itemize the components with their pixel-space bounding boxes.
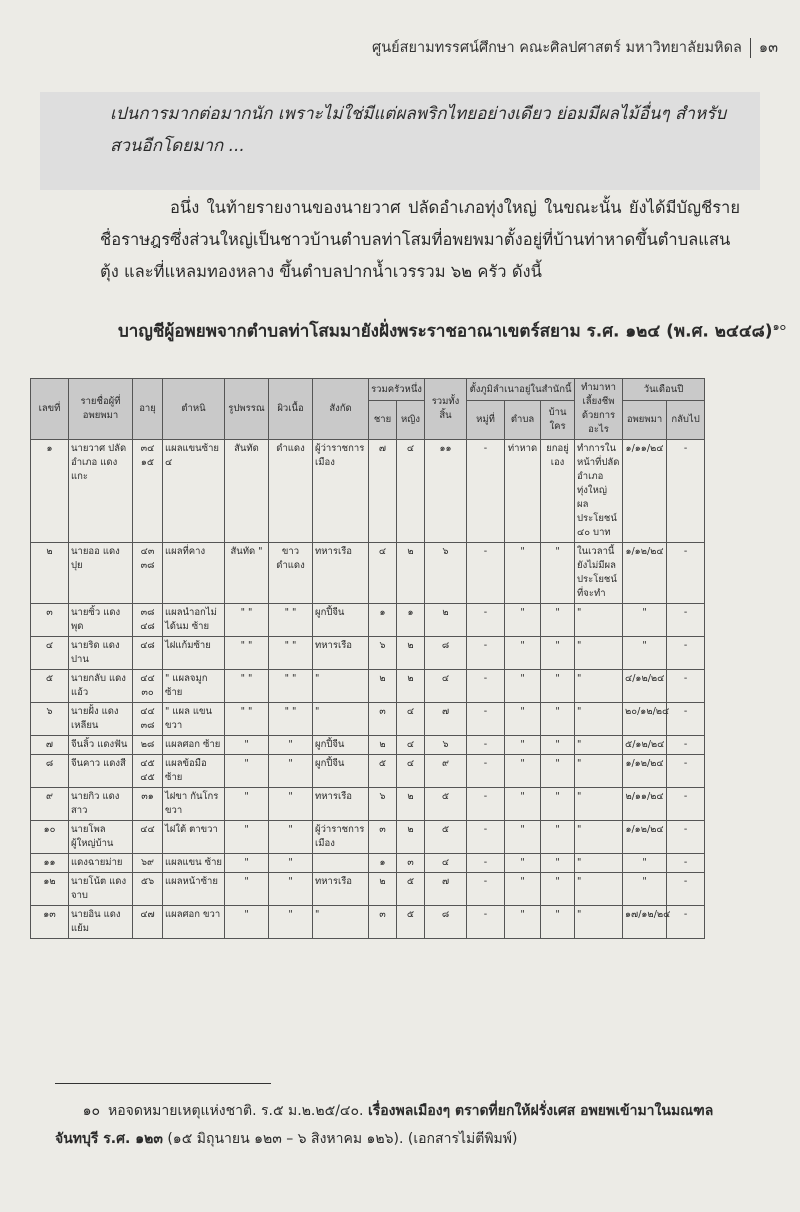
table-row [31,788,705,821]
cell-village: - [467,854,505,873]
table-row [31,854,705,873]
cell-arrive: ๒/๑๑/๒๔ [623,788,667,821]
cell-skin: " [269,755,313,788]
table-row [31,755,705,788]
cell-skin: " [269,854,313,873]
cell-no: ๓ [31,604,69,637]
cell-age: ๔๗ [133,906,163,939]
col-header-female: หญิง [397,401,425,440]
table-row [31,873,705,906]
cell-name: นายออ แดงปุย [69,543,133,604]
cell-house: " [541,637,575,670]
col-header-settlement: ตั้งภูมิลำเนาอยู่ในสำนักนี้ [467,379,575,401]
cell-female: ๒ [397,670,425,703]
cell-name: นายโน้ต แดงจาบ [69,873,133,906]
cell-ret: - [667,854,705,873]
cell-no: ๘ [31,755,69,788]
cell-age: ๔๔ ๓๐ [133,670,163,703]
cell-village: - [467,736,505,755]
cell-tambon: " [505,670,541,703]
cell-age: ๔๘ [133,637,163,670]
cell-house: " [541,821,575,854]
cell-ret: - [667,670,705,703]
cell-affil: ผู้ว่าราชการเมือง [313,821,369,854]
cell-name: นายริด แดงปาน [69,637,133,670]
cell-skin: " [269,906,313,939]
cell-village: - [467,906,505,939]
cell-total: ๔ [425,854,467,873]
table-row [31,906,705,939]
quote-text: เปนการมากต่อมากนัก เพราะไม่ใช่มีแต่ผลพริกไทยอย่างเดียว ย่อมมีผลไม้อื่นๆ สำหรับสวนอีกโดยมาก ... [110,104,727,156]
cell-female: ๔ [397,703,425,736]
cell-shape: " [225,755,269,788]
cell-arrive: " [623,637,667,670]
col-header-affiliation: สังกัด [313,379,369,440]
cell-ret: - [667,788,705,821]
cell-shape: " [225,736,269,755]
cell-female: ๔ [397,736,425,755]
cell-house: " [541,906,575,939]
cell-skin: ดำแดง [269,440,313,543]
cell-female: ๔ [397,755,425,788]
page-header [372,36,778,59]
cell-ret: - [667,755,705,788]
cell-skin: " [269,873,313,906]
cell-tambon: " [505,854,541,873]
cell-tambon: " [505,755,541,788]
cell-tambon: ท่าหาด [505,440,541,543]
cell-total: ๕ [425,821,467,854]
cell-male: ๒ [369,873,397,906]
cell-age: ๕๖ [133,873,163,906]
cell-name: จีนคาว แดงสี [69,755,133,788]
table-row [31,736,705,755]
cell-ret: - [667,906,705,939]
cell-village: - [467,788,505,821]
cell-shape: " [225,821,269,854]
cell-male: ๒ [369,736,397,755]
col-header-occupation: ทำมาหาเลี้ยงชีพด้วยการอะไร [575,379,623,440]
cell-affil: ทหารเรือ [313,788,369,821]
cell-female: ๔ [397,440,425,543]
table-row [31,637,705,670]
cell-age: ๖๙ [133,854,163,873]
table-row [31,543,705,604]
cell-female: ๕ [397,873,425,906]
cell-name: นายอิน แดงแย้ม [69,906,133,939]
col-header-village: หมู่ที่ [467,401,505,440]
cell-male: ๑ [369,854,397,873]
header-title: ศูนย์สยามทรรศน์ศึกษา คณะศิลปศาสตร์ มหาวิทยาลัยมหิดล [372,40,742,56]
col-header-tambon: ตำบล [505,401,541,440]
cell-house: " [541,873,575,906]
cell-total: ๘ [425,637,467,670]
cell-arrive: ๕/๑๒/๒๔ [623,736,667,755]
cell-total: ๗ [425,703,467,736]
cell-female: ๒ [397,637,425,670]
cell-shape: สันทัด " [225,543,269,604]
col-header-dates: วันเดือนปี [623,379,705,401]
cell-mark: " แผลจมูก ซ้าย [163,670,225,703]
cell-affil: ทหารเรือ [313,873,369,906]
col-header-mark: ตำหนิ [163,379,225,440]
cell-no: ๒ [31,543,69,604]
cell-male: ๓ [369,906,397,939]
table-body [31,440,705,939]
cell-age: ๔๔ ๓๘ [133,703,163,736]
cell-shape: " " [225,670,269,703]
cell-arrive: ๔/๑๒/๒๔ [623,670,667,703]
cell-name: นายฝั้ง แดงเหลียน [69,703,133,736]
cell-occ: " [575,873,623,906]
page-number: ๑๓ [758,40,778,56]
col-header-shape: รูปพรรณ [225,379,269,440]
cell-arrive: ๑/๑๒/๒๔ [623,755,667,788]
cell-village: - [467,440,505,543]
cell-total: ๙ [425,755,467,788]
table-header-row-1 [31,379,705,401]
cell-mark: แผลแขน ซ้าย [163,854,225,873]
cell-village: - [467,873,505,906]
footnote-source: หอจดหมายเหตุแห่งชาติ. ร.๕ ม.๒.๒๕/๔๐. [108,1103,364,1119]
cell-skin: " [269,821,313,854]
cell-total: ๘ [425,906,467,939]
cell-mark: แผลศอก ขวา [163,906,225,939]
footnote [55,1097,755,1153]
cell-skin: " " [269,703,313,736]
cell-mark: แผลหน้าซ้าย [163,873,225,906]
cell-age: ๔๕ ๔๕ [133,755,163,788]
cell-shape: สันทัด [225,440,269,543]
table-row [31,670,705,703]
cell-name: แดงฉายม่าย [69,854,133,873]
cell-house: " [541,604,575,637]
cell-mark: แผลข้อมือ ซ้าย [163,755,225,788]
cell-occ: " [575,604,623,637]
cell-mark: แผลแขนซ้าย ๔ [163,440,225,543]
cell-no: ๑๓ [31,906,69,939]
cell-mark: ไฝขา กันโกรขวา [163,788,225,821]
cell-occ: " [575,670,623,703]
cell-affil: ผู้ว่าราชการเมือง [313,440,369,543]
cell-male: ๑ [369,604,397,637]
cell-village: - [467,755,505,788]
cell-ret: - [667,440,705,543]
cell-arrive: ๑/๑๒/๒๔ [623,821,667,854]
body-paragraph [100,192,740,288]
cell-shape: " [225,788,269,821]
cell-occ: " [575,703,623,736]
cell-shape: " [225,906,269,939]
table-title-text: บาญชีผู้อพยพจากตำบลท่าโสมมายังฝั่งพระราชอาณาเขตร์สยาม ร.ศ. ๑๒๔ (พ.ศ. ๒๔๔๘) [118,321,773,342]
cell-tambon: " [505,821,541,854]
cell-no: ๑๒ [31,873,69,906]
cell-house: " [541,854,575,873]
cell-arrive: ๑/๑๒/๒๔ [623,543,667,604]
cell-affil: ผูกปี้จีน [313,604,369,637]
cell-tambon: " [505,604,541,637]
cell-mark: แผลนำอกไม่ได้นม ซ้าย [163,604,225,637]
col-header-age: อายุ [133,379,163,440]
cell-no: ๖ [31,703,69,736]
cell-female: ๑ [397,604,425,637]
cell-skin: " [269,788,313,821]
cell-occ: " [575,788,623,821]
cell-shape: " " [225,703,269,736]
cell-mark: แผลศอก ซ้าย [163,736,225,755]
cell-mark: ไฝแก้มซ้าย [163,637,225,670]
col-header-total: รวมทั้งสิ้น [425,379,467,440]
cell-occ: " [575,906,623,939]
cell-shape: " " [225,604,269,637]
cell-male: ๒ [369,670,397,703]
cell-tambon: " [505,736,541,755]
cell-affil: ผูกปี้จีน [313,755,369,788]
cell-total: ๔ [425,670,467,703]
cell-village: - [467,604,505,637]
cell-name: นายโพล ผู้ใหญ่บ้าน [69,821,133,854]
table-row [31,440,705,543]
cell-no: ๙ [31,788,69,821]
col-header-family: รวมครัวหนึ่ง [369,379,425,401]
cell-village: - [467,821,505,854]
cell-male: ๓ [369,703,397,736]
cell-no: ๕ [31,670,69,703]
table-title [118,317,786,345]
cell-total: ๖ [425,736,467,755]
cell-female: ๕ [397,906,425,939]
cell-house: " [541,788,575,821]
cell-tambon: " [505,543,541,604]
paragraph-text: อนึ่ง ในท้ายรายงานของนายวาศ ปลัดอำเภอทุ่งใหญ่ ในขณะนั้น ยังได้มีบัญชีรายชื่อราษฎรซึ่งส่วนใหญ่เป็นชาวบ้านตำบลท่าโสมที่อพยพมาตั้งอยู่ที่บ้านท่าหาดขึ้นตำบลแสนตุ้ง และที่แหลมทองหลาง ขึ้นตำบลปากน้ำเวรรวม ๖๒ ครัว ดังนี้ [100,198,740,281]
cell-shape: " [225,854,269,873]
footnote-dates: (๑๕ มิถุนายน ๑๒๓ – ๖ สิงหาคม ๑๒๖). (เอกสารไม่ตีพิมพ์) [167,1131,518,1147]
cell-tambon: " [505,637,541,670]
cell-occ: " [575,637,623,670]
cell-mark: " แผล แขนขวา [163,703,225,736]
cell-affil: ผูกปี้จีน [313,736,369,755]
cell-male: ๕ [369,755,397,788]
cell-occ: " [575,821,623,854]
cell-mark: ไฝใต้ ตาขวา [163,821,225,854]
table-title-footnote-ref: ๑๐ [772,320,787,333]
cell-total: ๕ [425,788,467,821]
cell-male: ๗ [369,440,397,543]
cell-ret: - [667,703,705,736]
cell-occ: " [575,854,623,873]
table-row [31,604,705,637]
footnote-title: เรื่องพลเมืองๆ ตราดที่ยกให้ฝรั่งเศส อพยพเข้ามาในมณฑลจันทบุรี ร.ศ. ๑๒๓ [55,1103,714,1147]
cell-skin: " [269,736,313,755]
col-header-skin: ผิวเนื้อ [269,379,313,440]
cell-skin: ขาว ดำแดง [269,543,313,604]
cell-shape: " [225,873,269,906]
cell-village: - [467,543,505,604]
cell-male: ๔ [369,543,397,604]
cell-occ: " [575,736,623,755]
cell-house: " [541,755,575,788]
cell-tambon: " [505,703,541,736]
cell-female: ๒ [397,543,425,604]
cell-arrive: " [623,604,667,637]
cell-total: ๗ [425,873,467,906]
cell-house: " [541,736,575,755]
cell-affil: " [313,670,369,703]
cell-age: ๓๘ ๔๘ [133,604,163,637]
cell-village: - [467,670,505,703]
cell-no: ๑๑ [31,854,69,873]
cell-affil: " [313,906,369,939]
cell-no: ๔ [31,637,69,670]
cell-tambon: " [505,788,541,821]
cell-male: ๓ [369,821,397,854]
cell-ret: - [667,873,705,906]
cell-female: ๒ [397,821,425,854]
cell-village: - [467,703,505,736]
cell-arrive: " [623,854,667,873]
col-header-no: เลขที่ [31,379,69,440]
cell-name: นายซิ้ว แดงพุด [69,604,133,637]
cell-house: " [541,670,575,703]
cell-arrive: ๑๗/๑๒/๒๔ [623,906,667,939]
cell-mark: แผลที่คาง [163,543,225,604]
cell-name: จีนลิ้ว แดงฟัน [69,736,133,755]
cell-skin: " " [269,670,313,703]
table-row [31,703,705,736]
cell-male: ๖ [369,637,397,670]
cell-total: ๒ [425,604,467,637]
cell-age: ๓๔ ๑๕ [133,440,163,543]
cell-affil [313,854,369,873]
cell-arrive: ๑/๑๑/๒๔ [623,440,667,543]
cell-no: ๑๐ [31,821,69,854]
cell-name: นายกิว แดงสาว [69,788,133,821]
cell-tambon: " [505,873,541,906]
cell-arrive: " [623,873,667,906]
cell-ret: - [667,821,705,854]
cell-ret: - [667,543,705,604]
cell-affil: ทหารเรือ [313,637,369,670]
cell-male: ๖ [369,788,397,821]
col-header-return: กลับไป [667,401,705,440]
cell-age: ๔๓ ๓๘ [133,543,163,604]
cell-skin: " " [269,637,313,670]
cell-village: - [467,637,505,670]
cell-name: นายกลับ แดงแอ้ว [69,670,133,703]
cell-occ: ทำการในหน้าที่ปลัดอำเภอทุ่งใหญ่ ผลประโยชน์ ๔๐ บาท [575,440,623,543]
cell-no: ๑ [31,440,69,543]
cell-female: ๓ [397,854,425,873]
cell-occ: ในเวลานี้ยังไม่มีผลประโยชน์ที่จะทำ [575,543,623,604]
cell-ret: - [667,637,705,670]
cell-total: ๑๑ [425,440,467,543]
cell-arrive: ๒๐/๑๒/๒๔ [623,703,667,736]
col-header-name: รายชื่อผู้ที่อพยพมา [69,379,133,440]
cell-name: นายวาศ ปลัดอำเภอ แดงแกะ [69,440,133,543]
cell-shape: " " [225,637,269,670]
cell-house: " [541,703,575,736]
header-divider [750,38,751,58]
col-header-arrive: อพยพมา [623,401,667,440]
cell-ret: - [667,604,705,637]
col-header-male: ชาย [369,401,397,440]
cell-ret: - [667,736,705,755]
cell-affil: " [313,703,369,736]
cell-occ: " [575,755,623,788]
cell-total: ๖ [425,543,467,604]
cell-skin: " " [269,604,313,637]
cell-no: ๗ [31,736,69,755]
col-header-house: บ้านใคร [541,401,575,440]
cell-tambon: " [505,906,541,939]
footnote-rule [55,1083,271,1084]
cell-age: ๓๑ [133,788,163,821]
evacuee-table [30,378,705,939]
cell-affil: ทหารเรือ [313,543,369,604]
footnote-number: ๑๐ [82,1103,100,1119]
cell-age: ๔๔ [133,821,163,854]
cell-female: ๒ [397,788,425,821]
cell-house: ยกอยู่เอง [541,440,575,543]
cell-house: " [541,543,575,604]
cell-age: ๒๘ [133,736,163,755]
table-row [31,821,705,854]
